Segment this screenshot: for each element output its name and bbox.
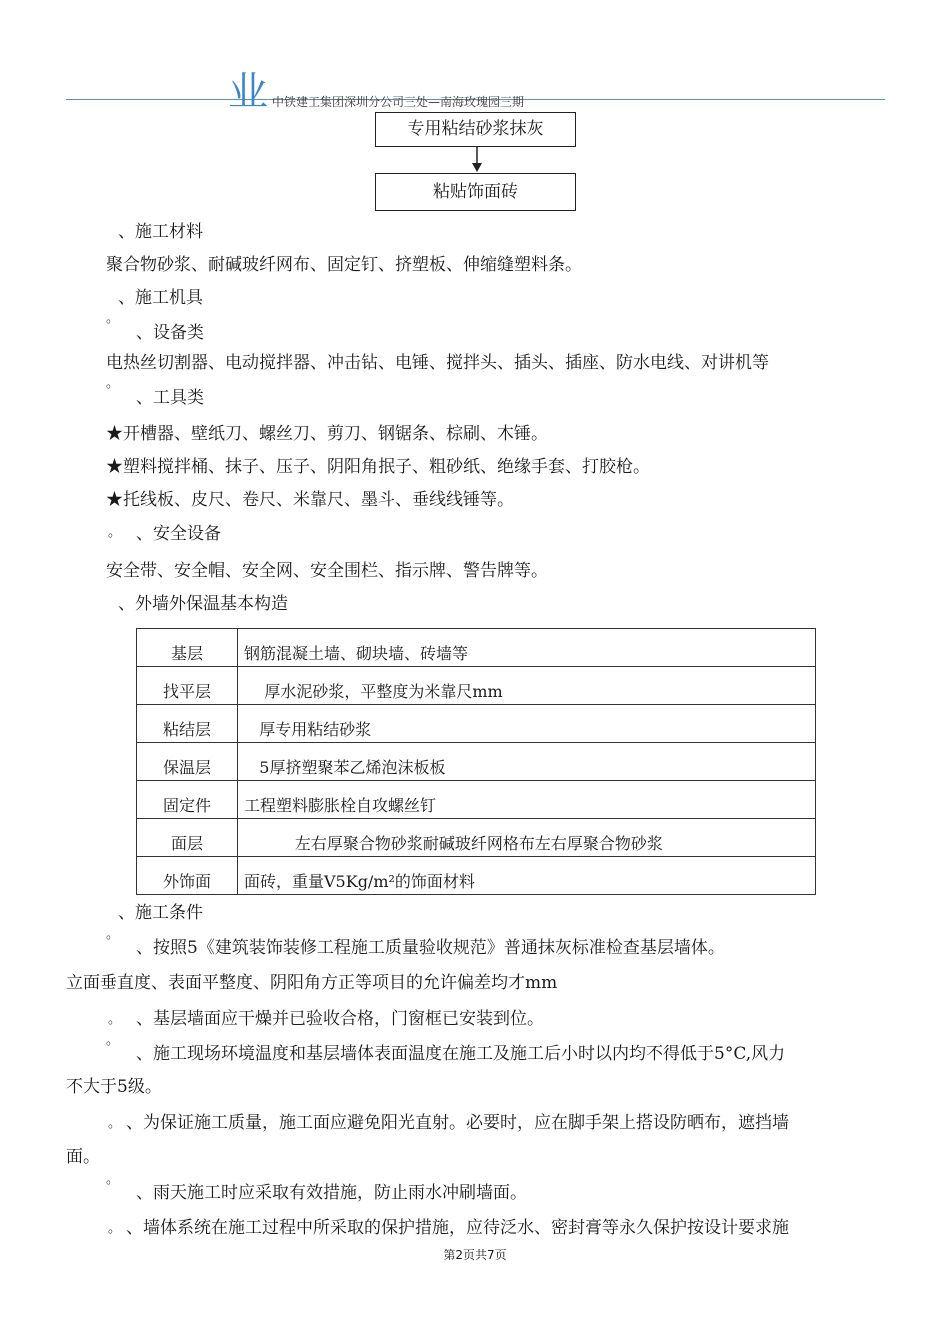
handtools-title: 、工具类 bbox=[136, 388, 204, 408]
materials-title: 、施工材料 bbox=[118, 222, 203, 242]
structure-title: 、外墙外保温基本构造 bbox=[118, 594, 288, 614]
condition-3-line-2: 不大于5级。 bbox=[66, 1077, 162, 1097]
condition-1-line-1: 、按照5《建筑装饰装修工程施工质量验收规范》普通抹灰标准检查基层墙体。 bbox=[136, 938, 725, 958]
layer-name: 保温层 bbox=[137, 743, 238, 781]
flow-step-plaster: 专用粘结砂浆抹灰 bbox=[375, 112, 576, 147]
handtools-line-1: ★开槽器、壁纸刀、螺丝刀、剪刀、钢锯条、棕刷、木锤。 bbox=[106, 424, 548, 444]
handtools-line-3: ★托线板、皮尺、卷尺、米靠尺、墨斗、垂线线锤等。 bbox=[106, 490, 514, 510]
materials-text: 聚合物砂浆、耐碱玻纤网布、固定钉、挤塑板、伸缩缝塑料条。 bbox=[106, 255, 582, 275]
condition-3-line-1: 、施工现场环境温度和基层墙体表面温度在施工及施工后小时以内均不得低于5°C,风力 bbox=[136, 1044, 786, 1064]
layer-desc: 面砖，重量V5Kg/m²的饰面材料 bbox=[238, 857, 816, 895]
equipment-text: 电热丝切割器、电动搅拌器、冲击钻、电锤、搅拌头、插头、插座、防水电线、对讲机等 bbox=[106, 353, 769, 373]
table-row bbox=[137, 705, 816, 743]
circle-mark: 。 bbox=[106, 927, 120, 942]
layer-name: 外饰面 bbox=[137, 857, 238, 895]
layer-desc: 厚水泥砂浆，平整度为米靠尺mm bbox=[238, 667, 816, 705]
circle-mark: 。 bbox=[106, 311, 120, 326]
circle-mark: 。 bbox=[106, 376, 120, 391]
safety-title: 、安全设备 bbox=[136, 524, 221, 544]
layer-name: 粘结层 bbox=[137, 705, 238, 743]
condition-4-line-1: 、为保证施工质量，施工面应避免阳光直射。必要时，应在脚手架上搭设防晒布，遮挡墙 bbox=[126, 1113, 789, 1133]
table-row bbox=[137, 781, 816, 819]
conditions-title: 、施工条件 bbox=[118, 903, 203, 923]
table-row bbox=[137, 667, 816, 705]
structure-table bbox=[136, 628, 816, 895]
condition-5: 、雨天施工时应采取有效措施，防止雨水冲刷墙面。 bbox=[136, 1183, 527, 1203]
layer-name: 找平层 bbox=[137, 667, 238, 705]
condition-1-line-2: 立面垂直度、表面平整度、阴阳角方正等项目的允许偏差均才mm bbox=[66, 973, 558, 993]
layer-desc: 钢筋混凝土墙、砌块墙、砖墙等 bbox=[238, 629, 816, 667]
layer-name: 面层 bbox=[137, 819, 238, 857]
safety-text: 安全带、安全帽、安全网、安全围栏、指示牌、警告牌等。 bbox=[106, 561, 548, 581]
circle-mark: 。 bbox=[108, 1012, 122, 1027]
company-logo: 业 bbox=[228, 69, 268, 115]
condition-6: 、墙体系统在施工过程中所采取的保护措施，应待泛水、密封膏等永久保护按设计要求施 bbox=[126, 1218, 789, 1238]
layer-desc: 工程塑料膨胀栓自攻螺丝钉 bbox=[238, 781, 816, 819]
circle-mark: 。 bbox=[108, 1116, 122, 1131]
condition-4-line-2: 面。 bbox=[66, 1147, 100, 1167]
table-row bbox=[137, 857, 816, 895]
header-company-name: 中铁建工集团深圳分公司三处—南海玫瑰园三期 bbox=[272, 95, 525, 109]
tools-title: 、施工机具 bbox=[118, 288, 203, 308]
layer-desc: 5厚挤塑聚苯乙烯泡沫板板 bbox=[238, 743, 816, 781]
layer-name: 固定件 bbox=[137, 781, 238, 819]
page-number: 第2页共7页 bbox=[443, 1248, 507, 1262]
flow-arrow-icon bbox=[470, 147, 484, 173]
table-row bbox=[137, 819, 816, 857]
layer-desc: 左右厚聚合物砂浆耐碱玻纤网格布左右厚聚合物砂浆 bbox=[238, 819, 816, 857]
circle-mark: 。 bbox=[108, 525, 122, 540]
table-row bbox=[137, 743, 816, 781]
layer-desc: 厚专用粘结砂浆 bbox=[238, 705, 816, 743]
condition-2: 、基层墙面应干燥并已验收合格，门窗框已安装到位。 bbox=[136, 1009, 544, 1029]
circle-mark: 。 bbox=[106, 1033, 120, 1048]
equipment-title: 、设备类 bbox=[136, 323, 204, 343]
handtools-line-2: ★塑料搅拌桶、抹子、压子、阴阳角抿子、粗砂纸、绝缘手套、打胶枪。 bbox=[106, 457, 650, 477]
circle-mark: 。 bbox=[106, 1172, 120, 1187]
flow-step-tile: 粘贴饰面砖 bbox=[375, 173, 576, 211]
layer-name: 基层 bbox=[137, 629, 238, 667]
table-row bbox=[137, 629, 816, 667]
circle-mark: 。 bbox=[108, 1221, 122, 1236]
